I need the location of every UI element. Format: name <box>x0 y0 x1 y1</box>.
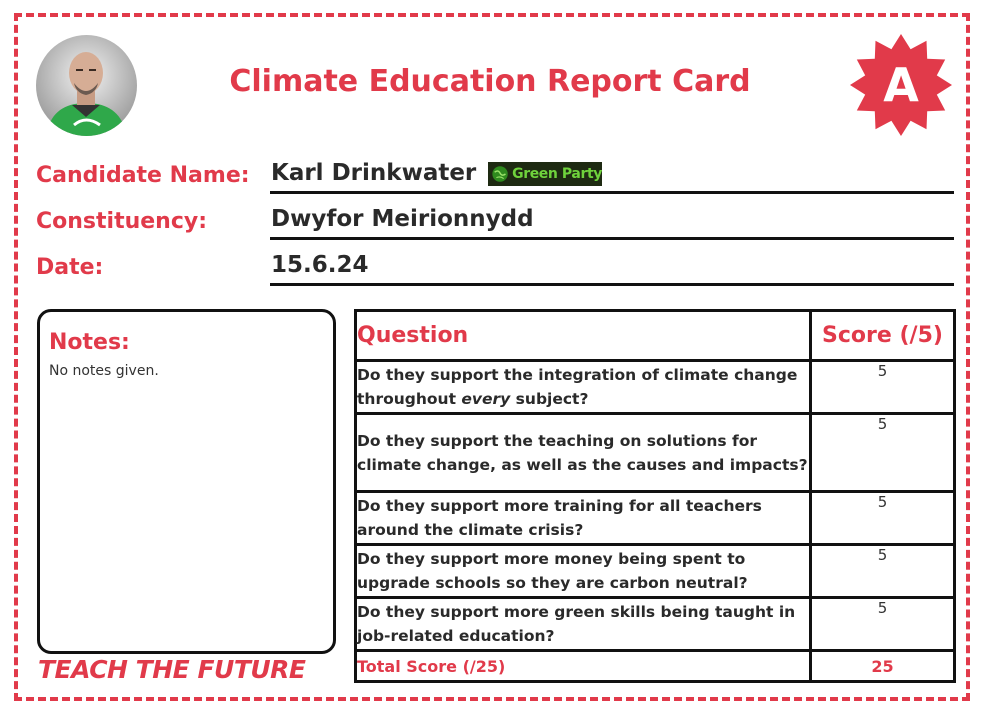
constituency-value: Dwyfor Meirionnydd <box>271 206 534 232</box>
name-underline <box>270 191 954 194</box>
table-row <box>356 361 955 414</box>
table-row <box>356 414 955 492</box>
score-table <box>354 309 956 683</box>
question-cell: Do they support the teaching on solutions for climate change, as well as the causes and impacts? <box>356 414 811 492</box>
total-label: Total Score (/25) <box>356 651 811 682</box>
question-cell: Do they support the integration of climate change throughout every subject? <box>356 361 811 414</box>
score-cell: 5 <box>811 545 955 598</box>
constituency-underline <box>270 237 954 240</box>
notes-title: Notes: <box>49 330 130 355</box>
candidate-name-label: Candidate Name: <box>36 163 250 188</box>
score-cell: 5 <box>811 492 955 545</box>
notes-box <box>37 309 336 654</box>
constituency-label: Constituency: <box>36 209 208 234</box>
green-party-logo <box>488 162 602 186</box>
page-title: Climate Education Report Card <box>229 64 751 99</box>
globe-icon <box>491 164 509 184</box>
total-row <box>356 651 955 682</box>
question-cell: Do they support more money being spent to upgrade schools so they are carbon neutral? <box>356 545 811 598</box>
table-row <box>356 545 955 598</box>
candidate-avatar <box>36 35 137 136</box>
score-header: Score (/5) <box>811 311 955 361</box>
table-row <box>356 492 955 545</box>
score-cell: 5 <box>811 361 955 414</box>
candidate-name-value: Karl Drinkwater <box>271 160 477 186</box>
teach-the-future-logo: TEACH THE FUTURE <box>38 655 306 684</box>
score-cell: 5 <box>811 598 955 651</box>
notes-text: No notes given. <box>49 363 159 379</box>
grade-letter: A <box>883 58 919 112</box>
question-cell: Do they support more green skills being taught in job-related education? <box>356 598 811 651</box>
table-row <box>356 598 955 651</box>
date-underline <box>270 283 954 286</box>
total-value: 25 <box>811 651 955 682</box>
score-cell: 5 <box>811 414 955 492</box>
date-label: Date: <box>36 255 104 280</box>
party-logo-text: Green Party <box>512 166 602 182</box>
table-header-row <box>356 311 955 361</box>
question-cell: Do they support more training for all teachers around the climate crisis? <box>356 492 811 545</box>
date-value: 15.6.24 <box>271 252 369 278</box>
question-header: Question <box>356 311 811 361</box>
